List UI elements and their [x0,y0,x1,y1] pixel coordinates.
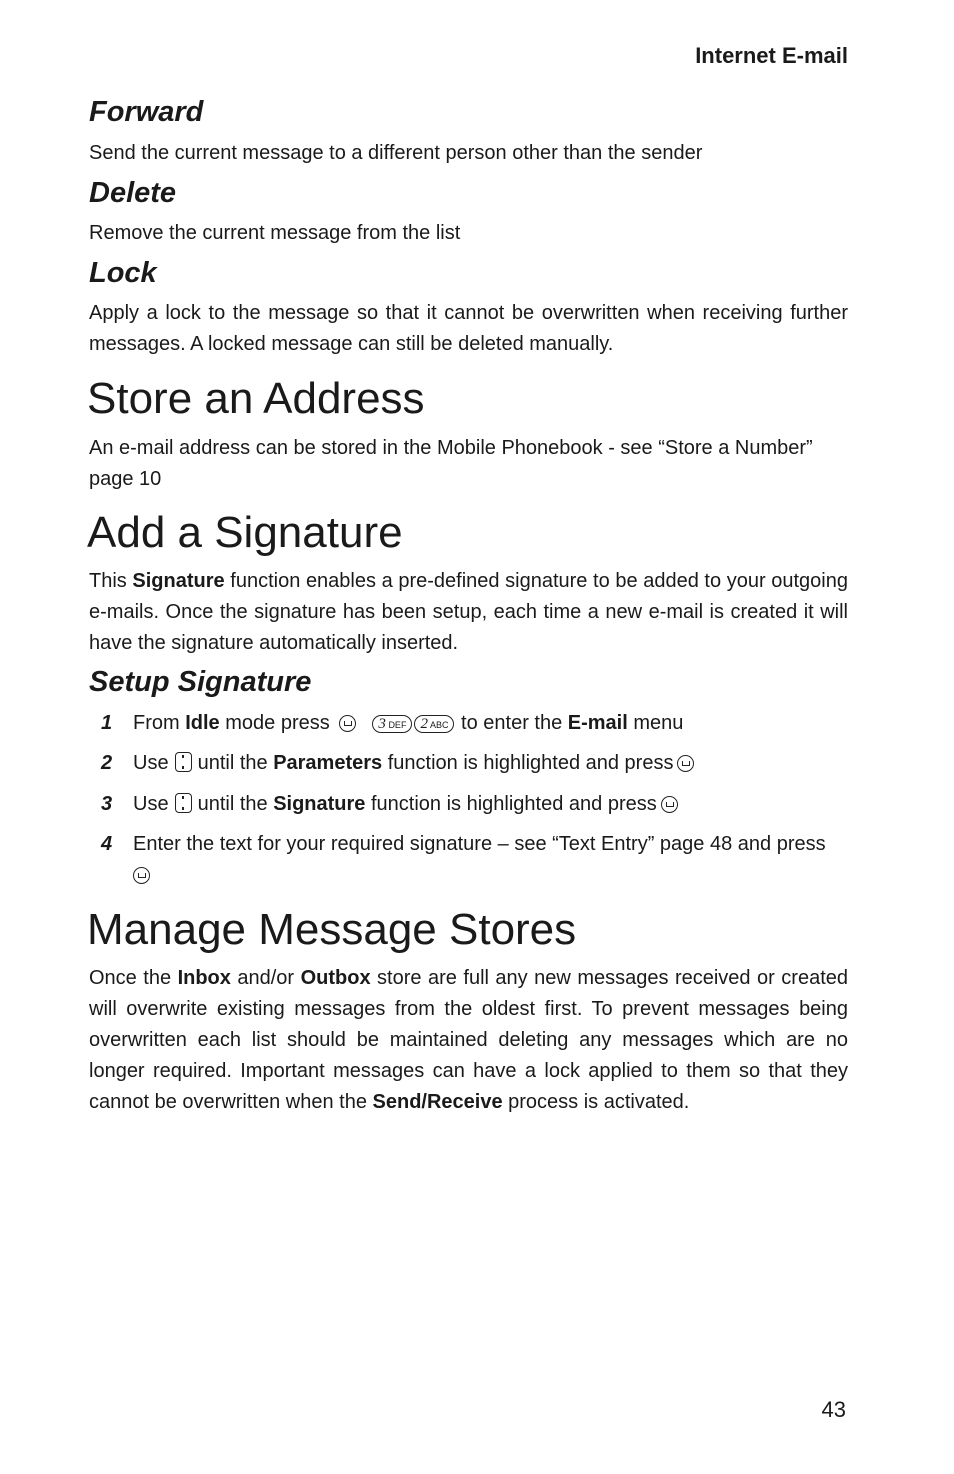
store-address-heading: Store an Address [87,374,425,423]
manage-stores-heading: Manage Message Stores [87,905,577,954]
ok-key-icon [661,796,678,813]
store-address-text: An e-mail address can be stored in the Mobile Phonebook - see “Store a Number” page 10 [89,437,813,490]
lock-heading: Lock [89,257,157,289]
step-number: 4 [101,833,113,855]
navigation-key-icon [175,752,192,772]
forward-heading: Forward [89,96,204,128]
add-signature-text: This Signature function enables a pre-defined signature to be added to your outgoing e-mails. Once the signature has been setup, each time a new e-mail is created it will have the signature automatically inserted. [89,570,848,654]
manage-stores-text: Once the Inbox and/or Outbox store are full any new messages received or created will overwrite existing messages from the oldest first. To prevent messages being overwritten each list should be maintained deleting any messages which are no longer required. Important messages can have a lock applied to them so that they cannot be overwritten when the Send/Receive process is activated. [89,967,848,1113]
step-number: 1 [101,712,113,734]
navigation-key-icon [175,793,192,813]
step-text: Enter the text for your required signature – see “Text Entry” page 48 and press [133,829,848,891]
ok-key-icon [133,867,150,884]
delete-text: Remove the current message from the list [89,222,461,244]
step-number: 2 [101,752,113,774]
key-2-icon: 2 ABC [414,715,454,733]
page-number: 43 [821,1397,846,1422]
lock-text: Apply a lock to the message so that it cannot be overwritten when receiving further messages. A locked message can still be deleted manually. [89,302,848,355]
step-text: Use until the Parameters function is highlighted and press [133,748,848,779]
step-text: From Idle mode press 3 DEF 2 ABC to enter the E-mail menu [133,712,684,734]
ok-key-icon [339,715,356,732]
step-text: Use until the Signature function is highlighted and press [133,789,848,820]
setup-signature-heading: Setup Signature [89,666,312,698]
forward-text: Send the current message to a different person other than the sender [89,142,703,164]
delete-heading: Delete [89,177,177,209]
ok-key-icon [677,755,694,772]
step-number: 3 [101,793,113,815]
key-3-icon: 3 DEF [372,715,412,733]
add-signature-heading: Add a Signature [87,508,403,557]
running-header: Internet E-mail [695,43,848,68]
